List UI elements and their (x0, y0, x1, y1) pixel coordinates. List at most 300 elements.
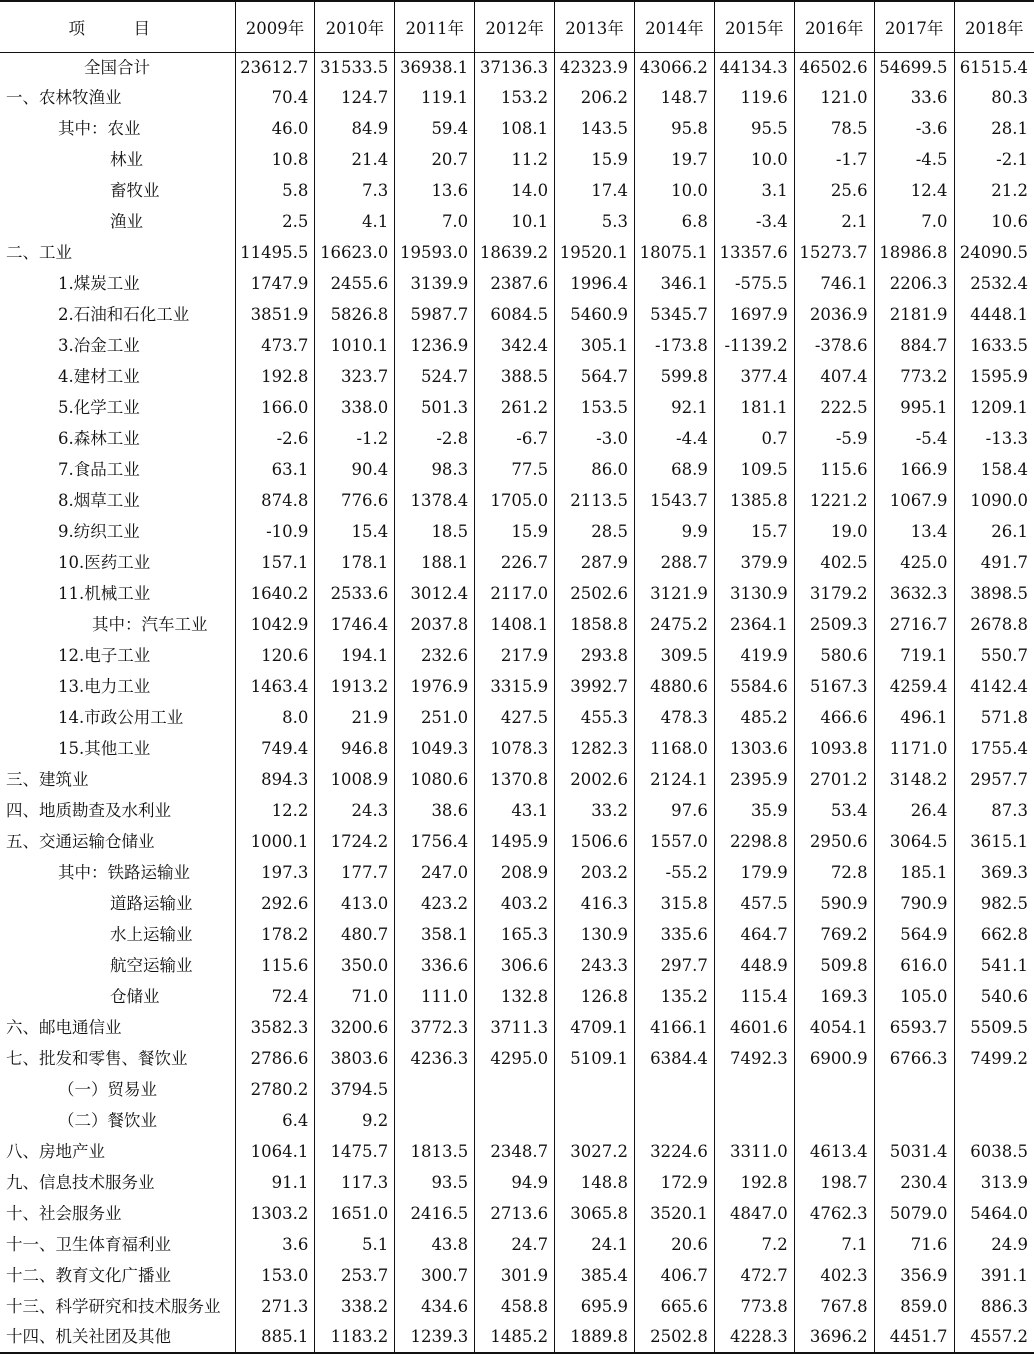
cell-value: 20.6 (634, 1230, 714, 1261)
cell-value: 719.1 (874, 641, 954, 672)
cell-value: 6593.7 (874, 1013, 954, 1044)
row-label: 畜牧业 (110, 181, 160, 201)
cell-value: 2298.8 (714, 827, 794, 858)
cell-value: 1183.2 (315, 1323, 395, 1353)
cell-value: 132.8 (475, 982, 555, 1013)
cell-value: 485.2 (714, 703, 794, 734)
cell-value: 1090.0 (954, 486, 1034, 517)
cell-value: 402.3 (794, 1261, 874, 1292)
cell-value: 773.2 (874, 362, 954, 393)
cell-value: 97.6 (634, 796, 714, 827)
cell-value: 43066.2 (634, 52, 714, 83)
cell-value: 434.6 (395, 1292, 475, 1323)
cell-value: 5826.8 (315, 300, 395, 331)
cell-value: 13.6 (395, 176, 475, 207)
cell-value: 1705.0 (475, 486, 555, 517)
row-label: 15.其他工业 (58, 739, 151, 759)
cell-value: 95.5 (714, 114, 794, 145)
cell-value: 336.6 (395, 951, 475, 982)
cell-value: 564.7 (555, 362, 635, 393)
cell-value: 3803.6 (315, 1044, 395, 1075)
cell-value: 43.8 (395, 1230, 475, 1261)
cell-value: 2502.6 (555, 579, 635, 610)
cell-value: 115.4 (714, 982, 794, 1013)
cell-value: 342.4 (475, 331, 555, 362)
cell-value: 42323.9 (555, 52, 635, 83)
cell-value: 946.8 (315, 734, 395, 765)
table-row (0, 486, 1034, 517)
cell-value: 473.7 (235, 331, 315, 362)
cell-value: 119.6 (714, 83, 794, 114)
table-row (0, 1044, 1034, 1075)
cell-value: 179.9 (714, 858, 794, 889)
cell-value: 2124.1 (634, 765, 714, 796)
cell-value: 2532.4 (954, 269, 1034, 300)
table-row (0, 703, 1034, 734)
cell-value: 111.0 (395, 982, 475, 1013)
cell-value: 120.6 (235, 641, 315, 672)
cell-value: 24.3 (315, 796, 395, 827)
cell-value: 77.5 (475, 455, 555, 486)
table-row (0, 858, 1034, 889)
cell-value: 358.1 (395, 920, 475, 951)
cell-value: -378.6 (794, 331, 874, 362)
cell-value: 746.1 (794, 269, 874, 300)
cell-value: 6384.4 (634, 1044, 714, 1075)
cell-value: 10.8 (235, 145, 315, 176)
cell-value: -55.2 (634, 858, 714, 889)
cell-value: 894.3 (235, 765, 315, 796)
cell-value: 6900.9 (794, 1044, 874, 1075)
cell-value: 1746.4 (315, 610, 395, 641)
row-label: 8.烟草工业 (58, 491, 140, 511)
cell-value (874, 1075, 954, 1106)
row-label: 其中：农业 (58, 119, 141, 139)
row-label: 3.冶金工业 (58, 336, 140, 356)
cell-value: 1543.7 (634, 486, 714, 517)
cell-value: 10.1 (475, 207, 555, 238)
cell-value: 28.1 (954, 114, 1034, 145)
cell-value: 226.7 (475, 548, 555, 579)
cell-value: 2701.2 (794, 765, 874, 796)
cell-value: 178.2 (235, 920, 315, 951)
cell-value: 1747.9 (235, 269, 315, 300)
cell-value: 148.7 (634, 83, 714, 114)
header-year: 2009年 (235, 1, 315, 52)
cell-value: 2455.6 (315, 269, 395, 300)
table-row (0, 610, 1034, 641)
cell-value: 11495.5 (235, 238, 315, 269)
cell-value (874, 1106, 954, 1137)
cell-value: 10.0 (634, 176, 714, 207)
cell-value: 21.9 (315, 703, 395, 734)
cell-value: 15.9 (555, 145, 635, 176)
cell-value: 177.7 (315, 858, 395, 889)
row-label: 9.纺织工业 (58, 522, 140, 542)
cell-value: 19.0 (794, 517, 874, 548)
cell-value: 78.5 (794, 114, 874, 145)
row-label: 渔业 (110, 212, 143, 232)
cell-value: 6038.5 (954, 1137, 1034, 1168)
cell-value: 478.3 (634, 703, 714, 734)
cell-value: 3851.9 (235, 300, 315, 331)
cell-value: 1378.4 (395, 486, 475, 517)
cell-value: 995.1 (874, 393, 954, 424)
row-label: 仓储业 (110, 987, 160, 1007)
cell-value: 185.1 (874, 858, 954, 889)
header-item: 项 目 (0, 1, 235, 52)
cell-value: 143.5 (555, 114, 635, 145)
cell-value: 496.1 (874, 703, 954, 734)
cell-value: -4.5 (874, 145, 954, 176)
cell-value: 271.3 (235, 1292, 315, 1323)
cell-value: -6.7 (475, 424, 555, 455)
row-label: 道路运输业 (110, 894, 193, 914)
cell-value: 419.9 (714, 641, 794, 672)
cell-value: 53.4 (794, 796, 874, 827)
table-row (0, 331, 1034, 362)
table-row (0, 765, 1034, 796)
cell-value: 24.1 (555, 1230, 635, 1261)
cell-value: 253.7 (315, 1261, 395, 1292)
cell-value: 541.1 (954, 951, 1034, 982)
cell-value: 188.1 (395, 548, 475, 579)
cell-value: 232.6 (395, 641, 475, 672)
cell-value: 413.0 (315, 889, 395, 920)
cell-value: 17.4 (555, 176, 635, 207)
cell-value: 769.2 (794, 920, 874, 951)
cell-value: 580.6 (794, 641, 874, 672)
table-row (0, 207, 1034, 238)
table-row (0, 951, 1034, 982)
cell-value: 564.9 (874, 920, 954, 951)
cell-value (555, 1106, 635, 1137)
cell-value: 1008.9 (315, 765, 395, 796)
table-row (0, 114, 1034, 145)
cell-value: 1236.9 (395, 331, 475, 362)
header-year: 2018年 (954, 1, 1034, 52)
header-year: 2011年 (395, 1, 475, 52)
cell-value: 2395.9 (714, 765, 794, 796)
cell-value: 46502.6 (794, 52, 874, 83)
cell-value: 1239.3 (395, 1323, 475, 1353)
cell-value: 16623.0 (315, 238, 395, 269)
row-label: （一）贸易业 (58, 1080, 157, 1100)
table-row (0, 1137, 1034, 1168)
cell-value: 5079.0 (874, 1199, 954, 1230)
cell-value: 192.8 (714, 1168, 794, 1199)
cell-value: 491.7 (954, 548, 1034, 579)
cell-value: 4166.1 (634, 1013, 714, 1044)
cell-value: 115.6 (794, 455, 874, 486)
table-row (0, 1323, 1034, 1353)
cell-value: 3064.5 (874, 827, 954, 858)
cell-value: 2950.6 (794, 827, 874, 858)
cell-value: 5167.3 (794, 672, 874, 703)
cell-value: -2.1 (954, 145, 1034, 176)
cell-value: 10.6 (954, 207, 1034, 238)
cell-value: 35.9 (714, 796, 794, 827)
cell-value: 369.3 (954, 858, 1034, 889)
cell-value: 480.7 (315, 920, 395, 951)
cell-value: 2036.9 (794, 300, 874, 331)
cell-value: 773.8 (714, 1292, 794, 1323)
cell-value: 261.2 (475, 393, 555, 424)
header-year: 2015年 (714, 1, 794, 52)
row-label: 全国合计 (84, 57, 150, 77)
cell-value (954, 1075, 1034, 1106)
cell-value: 1010.1 (315, 331, 395, 362)
cell-value: -3.4 (714, 207, 794, 238)
cell-value: 4.1 (315, 207, 395, 238)
row-label: 11.机械工业 (58, 584, 151, 604)
cell-value: 2509.3 (794, 610, 874, 641)
table-row (0, 1230, 1034, 1261)
cell-value: 0.7 (714, 424, 794, 455)
cell-value: 1858.8 (555, 610, 635, 641)
cell-value: 2780.2 (235, 1075, 315, 1106)
header-year: 2017年 (874, 1, 954, 52)
cell-value: 306.6 (475, 951, 555, 982)
cell-value: -10.9 (235, 517, 315, 548)
cell-value: 2713.6 (475, 1199, 555, 1230)
cell-value: 72.4 (235, 982, 315, 1013)
cell-value: 192.8 (235, 362, 315, 393)
cell-value: 3711.3 (475, 1013, 555, 1044)
cell-value: 126.8 (555, 982, 635, 1013)
cell-value: 5109.1 (555, 1044, 635, 1075)
cell-value: 886.3 (954, 1292, 1034, 1323)
cell-value: 427.5 (475, 703, 555, 734)
cell-value: 1370.8 (475, 765, 555, 796)
cell-value: 1093.8 (794, 734, 874, 765)
cell-value: 61515.4 (954, 52, 1034, 83)
cell-value (395, 1106, 475, 1137)
cell-value: 338.2 (315, 1292, 395, 1323)
header-year: 2012年 (475, 1, 555, 52)
cell-value: 1463.4 (235, 672, 315, 703)
cell-value: 5987.7 (395, 300, 475, 331)
cell-value: 21.2 (954, 176, 1034, 207)
cell-value: 90.4 (315, 455, 395, 486)
table-row (0, 83, 1034, 114)
cell-value: 1078.3 (475, 734, 555, 765)
table-row (0, 796, 1034, 827)
table-row (0, 889, 1034, 920)
cell-value: 4054.1 (794, 1013, 874, 1044)
cell-value: 2206.3 (874, 269, 954, 300)
cell-value: 665.6 (634, 1292, 714, 1323)
cell-value: 87.3 (954, 796, 1034, 827)
cell-value: 24090.5 (954, 238, 1034, 269)
cell-value: 407.4 (794, 362, 874, 393)
cell-value: 108.1 (475, 114, 555, 145)
cell-value: 1651.0 (315, 1199, 395, 1230)
cell-value: -575.5 (714, 269, 794, 300)
table-row (0, 672, 1034, 703)
cell-value: 7.2 (714, 1230, 794, 1261)
cell-value: 7499.2 (954, 1044, 1034, 1075)
row-label: 2.石油和石化工业 (58, 305, 190, 325)
cell-value: 5584.6 (714, 672, 794, 703)
cell-value: 3224.6 (634, 1137, 714, 1168)
row-label: 十四、机关社团及其他 (0, 1323, 235, 1353)
row-label: 10.医药工业 (58, 553, 151, 573)
cell-value (634, 1106, 714, 1137)
cell-value: 3012.4 (395, 579, 475, 610)
cell-value: 1303.6 (714, 734, 794, 765)
cell-value: 172.9 (634, 1168, 714, 1199)
table-row (0, 579, 1034, 610)
cell-value: 501.3 (395, 393, 475, 424)
cell-value: 178.1 (315, 548, 395, 579)
cell-value: 2957.7 (954, 765, 1034, 796)
cell-value: 117.3 (315, 1168, 395, 1199)
cell-value: 18639.2 (475, 238, 555, 269)
cell-value: 1996.4 (555, 269, 635, 300)
cell-value: 8.0 (235, 703, 315, 734)
cell-value: 119.1 (395, 83, 475, 114)
cell-value: 749.4 (235, 734, 315, 765)
cell-value: 1640.2 (235, 579, 315, 610)
cell-value: 3898.5 (954, 579, 1034, 610)
cell-value: 94.9 (475, 1168, 555, 1199)
cell-value: 10.0 (714, 145, 794, 176)
cell-value: 165.3 (475, 920, 555, 951)
row-label: （二）餐饮业 (58, 1111, 157, 1131)
cell-value: 4601.6 (714, 1013, 794, 1044)
cell-value: 197.3 (235, 858, 315, 889)
cell-value: 2037.8 (395, 610, 475, 641)
cell-value: 198.7 (794, 1168, 874, 1199)
table-row (0, 827, 1034, 858)
cell-value: 2364.1 (714, 610, 794, 641)
cell-value (794, 1106, 874, 1137)
row-label: 二、工业 (6, 243, 72, 263)
cell-value: 1080.6 (395, 765, 475, 796)
cell-value: 1755.4 (954, 734, 1034, 765)
cell-value: 121.0 (794, 83, 874, 114)
cell-value: 3582.3 (235, 1013, 315, 1044)
cell-value (634, 1075, 714, 1106)
cell-value: 1633.5 (954, 331, 1034, 362)
cell-value: 115.6 (235, 951, 315, 982)
cell-value: 92.1 (634, 393, 714, 424)
cell-value: 12.4 (874, 176, 954, 207)
cell-value: 13357.6 (714, 238, 794, 269)
cell-value: 616.0 (874, 951, 954, 982)
cell-value: 466.6 (794, 703, 874, 734)
cell-value: 3992.7 (555, 672, 635, 703)
cell-value: 203.2 (555, 858, 635, 889)
cell-value: 166.9 (874, 455, 954, 486)
cell-value: -3.6 (874, 114, 954, 145)
cell-value: 425.0 (874, 548, 954, 579)
cell-value: 109.5 (714, 455, 794, 486)
cell-value: 63.1 (235, 455, 315, 486)
cell-value: 153.2 (475, 83, 555, 114)
cell-value: 148.8 (555, 1168, 635, 1199)
cell-value: 695.9 (555, 1292, 635, 1323)
cell-value: 33.2 (555, 796, 635, 827)
cell-value: 346.1 (634, 269, 714, 300)
cell-value: 7.3 (315, 176, 395, 207)
cell-value: 1168.0 (634, 734, 714, 765)
cell-value: 7492.3 (714, 1044, 794, 1075)
cell-value: 37136.3 (475, 52, 555, 83)
header-year: 2014年 (634, 1, 714, 52)
cell-value: 3200.6 (315, 1013, 395, 1044)
cell-value: 6084.5 (475, 300, 555, 331)
cell-value: 464.7 (714, 920, 794, 951)
cell-value: 2786.6 (235, 1044, 315, 1075)
cell-value: 3027.2 (555, 1137, 635, 1168)
row-label: 九、信息技术服务业 (6, 1173, 155, 1193)
cell-value: 3311.0 (714, 1137, 794, 1168)
cell-value: -5.4 (874, 424, 954, 455)
row-label: 七、批发和零售、餐饮业 (6, 1049, 188, 1069)
row-label: 12.电子工业 (58, 646, 151, 666)
cell-value: 3148.2 (874, 765, 954, 796)
cell-value: 43.1 (475, 796, 555, 827)
cell-value: 18075.1 (634, 238, 714, 269)
cell-value: 5345.7 (634, 300, 714, 331)
cell-value: 2533.6 (315, 579, 395, 610)
table-row (0, 1261, 1034, 1292)
cell-value (395, 1075, 475, 1106)
table-row (0, 393, 1034, 424)
cell-value: 15.7 (714, 517, 794, 548)
cell-value: 93.5 (395, 1168, 475, 1199)
row-label: 水上运输业 (110, 925, 193, 945)
cell-value: 1042.9 (235, 610, 315, 641)
cell-value: 301.9 (475, 1261, 555, 1292)
cell-value: 3.1 (714, 176, 794, 207)
cell-value: 313.9 (954, 1168, 1034, 1199)
cell-value: 3696.2 (794, 1323, 874, 1353)
row-label: 五、交通运输仓储业 (6, 832, 155, 852)
row-label: 1.煤炭工业 (58, 274, 140, 294)
cell-value: 406.7 (634, 1261, 714, 1292)
cell-value: 1976.9 (395, 672, 475, 703)
cell-value: 208.9 (475, 858, 555, 889)
cell-value: 1221.2 (794, 486, 874, 517)
cell-value: 455.3 (555, 703, 635, 734)
cell-value: 243.3 (555, 951, 635, 982)
cell-value: 884.7 (874, 331, 954, 362)
cell-value: 31533.5 (315, 52, 395, 83)
cell-value: 14.0 (475, 176, 555, 207)
cell-value: 2678.8 (954, 610, 1034, 641)
cell-value: 1485.2 (475, 1323, 555, 1353)
row-label: 十二、教育文化广播业 (6, 1266, 171, 1286)
cell-value: 1724.2 (315, 827, 395, 858)
cell-value: 2475.2 (634, 610, 714, 641)
cell-value: 982.5 (954, 889, 1034, 920)
cell-value: 4142.4 (954, 672, 1034, 703)
table-row (0, 176, 1034, 207)
row-label: 7.食品工业 (58, 460, 140, 480)
cell-value: 181.1 (714, 393, 794, 424)
cell-value: 391.1 (954, 1261, 1034, 1292)
cell-value: 158.4 (954, 455, 1034, 486)
cell-value: 1049.3 (395, 734, 475, 765)
cell-value: 68.9 (634, 455, 714, 486)
cell-value: 767.8 (794, 1292, 874, 1323)
cell-value: 2181.9 (874, 300, 954, 331)
cell-value: 72.8 (794, 858, 874, 889)
cell-value: 23612.7 (235, 52, 315, 83)
